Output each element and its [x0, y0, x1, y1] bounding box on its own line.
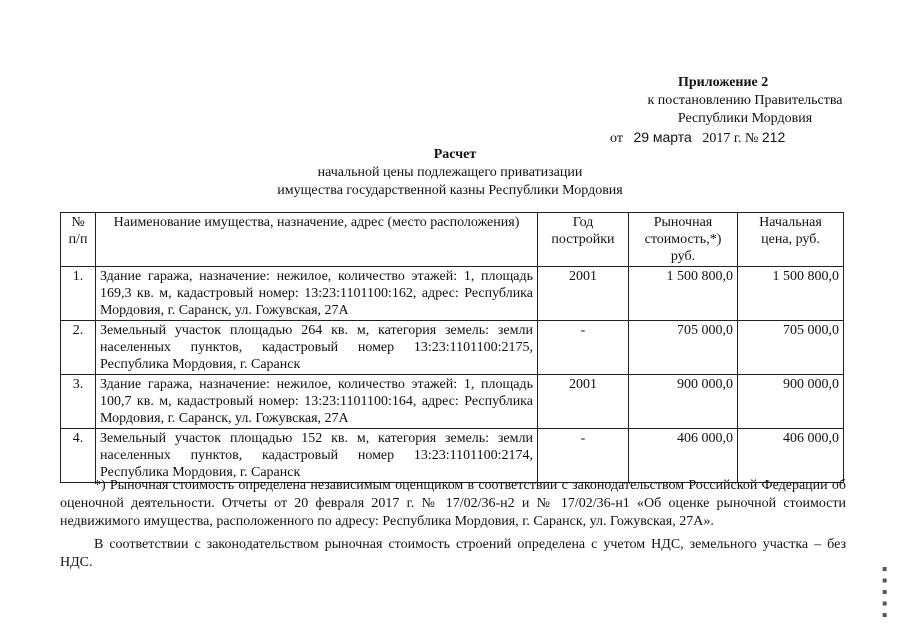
header-name: Наименование имущества, назначение, адрес (место расположения) [96, 213, 538, 267]
date-prefix: от [610, 131, 623, 146]
date-handwritten: 29 марта [633, 129, 692, 145]
row-year: - [538, 429, 629, 483]
row-start: 1 500 800,0 [738, 267, 844, 321]
row-name: Здание гаража, назначение: нежилое, количество этажей: 1, площадь 169,3 кв. м, кадастровый номер: 13:23:1101100:162, адрес: Республика Мордовия, г. Саранск, ул. Гожувская, 27А [96, 267, 538, 321]
row-num: 2. [61, 321, 96, 375]
footnote-text: *) Рыночная стоимость определена независимым оценщиком в соответствии с законодательством Российской Федерации об оценочной деятельности. Отчеты от 20 февраля 2017 г. № 17/02/36-н2 и № 17/02/36-н1 «Об оценке рыночной стоимости недвижимого имущества, расположенного по адресу: Республика Мордовия, г. Саранск, ул. Гожувская, 27А». [60, 478, 846, 529]
row-start: 900 000,0 [738, 375, 844, 429]
row-start: 406 000,0 [738, 429, 844, 483]
margin-scan-mark: ▪ ▪ ▪ ▪ ▪ [880, 564, 889, 620]
table-row [61, 267, 844, 321]
row-name: Земельный участок площадью 264 кв. м, категория земель: земли населенных пунктов, кадастровый номер 13:23:1101100:2175, Республика Мордовия, г. Саранск [96, 321, 538, 375]
row-market: 900 000,0 [629, 375, 738, 429]
row-num: 3. [61, 375, 96, 429]
row-market: 406 000,0 [629, 429, 738, 483]
appendix-line-2: Республики Мордовия [677, 111, 813, 126]
number-handwritten: 212 [761, 129, 786, 145]
heading-line-1: начальной цены подлежащего приватизации [317, 165, 583, 180]
notes-block [60, 477, 846, 572]
year-text: 2017 г. № [702, 131, 759, 146]
table-header-row [61, 213, 844, 267]
heading-title: Расчет [433, 147, 477, 162]
header-num: № п/п [61, 213, 96, 267]
header-start: Начальная цена, руб. [738, 213, 844, 267]
row-num: 1. [61, 267, 96, 321]
row-start: 705 000,0 [738, 321, 844, 375]
row-name: Земельный участок площадью 152 кв. м, категория земель: земли населенных пунктов, кадастровый номер 13:23:1101100:2174, Республика Мордовия, г. Саранск [96, 429, 538, 483]
table-row [61, 375, 844, 429]
appendix-date-line [610, 128, 880, 148]
row-year: - [538, 321, 629, 375]
header-year: Год постройки [538, 213, 629, 267]
table-row [61, 321, 844, 375]
price-table [60, 212, 844, 483]
heading-line-2: имущества государственной казны Республики Мордовия [277, 183, 623, 198]
appendix-line-1: к постановлению Правительства [647, 93, 843, 108]
header-market: Рыночная стоимость,*) руб. [629, 213, 738, 267]
vat-note-text: В соответствии с законодательством рыночная стоимость строений определена с учетом НДС, земельного участка – без НДС. [60, 537, 846, 570]
appendix-block [610, 74, 880, 148]
row-name: Здание гаража, назначение: нежилое, количество этажей: 1, площадь 100,7 кв. м, кадастровый номер: 13:23:1101100:164, адрес: Республика Мордовия, г. Саранск, ул. Гожувская, 27А [96, 375, 538, 429]
row-market: 1 500 800,0 [629, 267, 738, 321]
row-year: 2001 [538, 267, 629, 321]
document-heading [150, 146, 750, 200]
appendix-title: Приложение 2 [678, 75, 769, 90]
row-num: 4. [61, 429, 96, 483]
row-market: 705 000,0 [629, 321, 738, 375]
row-year: 2001 [538, 375, 629, 429]
table-row [61, 429, 844, 483]
